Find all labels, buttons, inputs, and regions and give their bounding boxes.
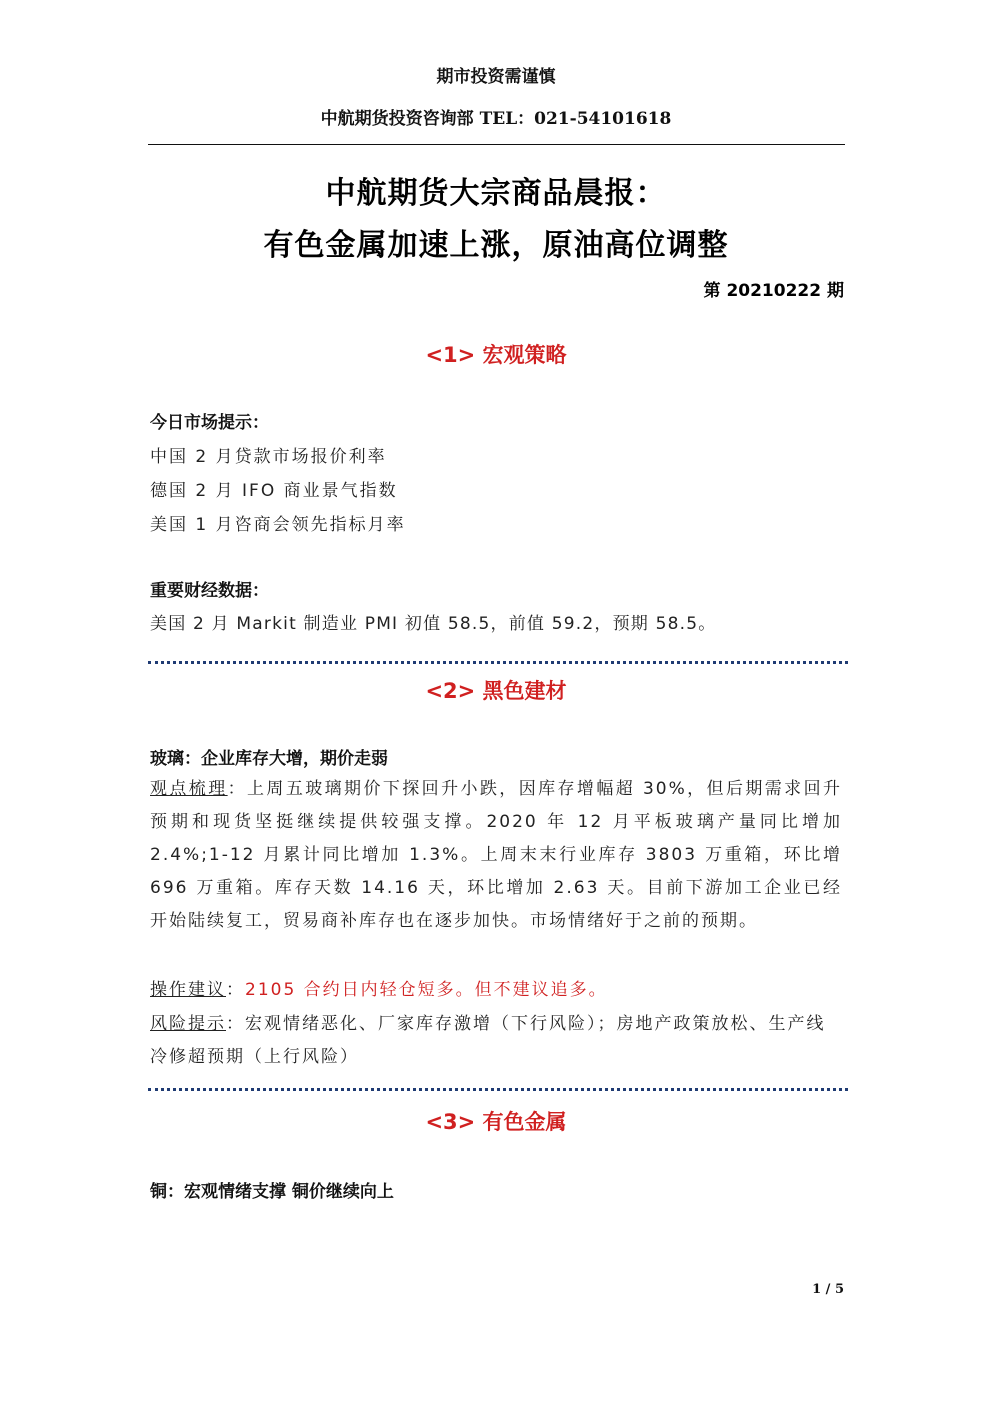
financial-data-title: 重要财经数据： bbox=[150, 581, 269, 601]
report-subtitle: 有色金属加速上涨，原油高位调整 bbox=[263, 228, 729, 263]
op-separator: ： bbox=[226, 980, 245, 1000]
section-divider bbox=[148, 1088, 848, 1091]
op-label: 操作建议 bbox=[150, 980, 226, 1000]
financial-data-item: 美国 2 月 Markit 制造业 PMI 初值 58.5，前值 59.2，预期 58.5。 bbox=[150, 614, 717, 634]
op-text: 2105 合约日内轻仓短多。但不建议追多。 bbox=[245, 980, 608, 1000]
market-tips-title: 今日市场提示： bbox=[150, 413, 269, 433]
operation-advice bbox=[150, 975, 608, 1000]
page-number: 1 / 5 bbox=[812, 1282, 844, 1297]
view-label: 观点梳理 bbox=[150, 779, 228, 799]
header-contact: 中航期货投资咨询部 TEL：021-54101618 bbox=[320, 109, 672, 129]
section-heading-macro: <1> 宏观策略 bbox=[425, 343, 567, 367]
risk-warning bbox=[150, 1008, 842, 1074]
risk-text: ：宏观情绪恶化、厂家库存激增（下行风险）；房地产政策放松、生产线冷修超预期（上行风险） bbox=[150, 1014, 826, 1067]
glass-title: 玻璃：企业库存大增，期价走弱 bbox=[150, 749, 388, 769]
market-tip-item: 中国 2 月贷款市场报价利率 bbox=[150, 447, 387, 467]
report-title: 中航期货大宗商品晨报： bbox=[325, 176, 667, 211]
section-divider bbox=[148, 661, 848, 664]
view-text: ：上周五玻璃期价下探回升小跌，因库存增幅超 30%，但后期需求回升预期和现货坚挺继续提供较强支撑。2020 年 12 月平板玻璃产量同比增加 2.4%;1-12 月累计同比增加 1.3%。上周末末行业库存 3803 万重箱，环比增 696 万重箱。库存天数 14.16 天，环比增加 2.63 天。目前下游加工企业已经开始陆续复工，贸易商补库存也在逐步加快。市场情绪好于之前的预期。 bbox=[150, 779, 842, 931]
market-tip-item: 美国 1 月咨商会领先指标月率 bbox=[150, 515, 406, 535]
header-disclaimer: 期市投资需谨慎 bbox=[436, 67, 556, 87]
section-heading-ferrous: <2> 黑色建材 bbox=[425, 679, 567, 703]
copper-title: 铜：宏观情绪支撑 铜价继续向上 bbox=[150, 1182, 394, 1202]
header-divider bbox=[148, 144, 845, 145]
market-tip-item: 德国 2 月 IFO 商业景气指数 bbox=[150, 481, 398, 501]
glass-view-paragraph bbox=[150, 773, 842, 938]
section-heading-nonferrous: <3> 有色金属 bbox=[425, 1110, 567, 1134]
risk-label: 风险提示 bbox=[150, 1014, 226, 1034]
issue-number: 第 20210222 期 bbox=[703, 281, 844, 301]
